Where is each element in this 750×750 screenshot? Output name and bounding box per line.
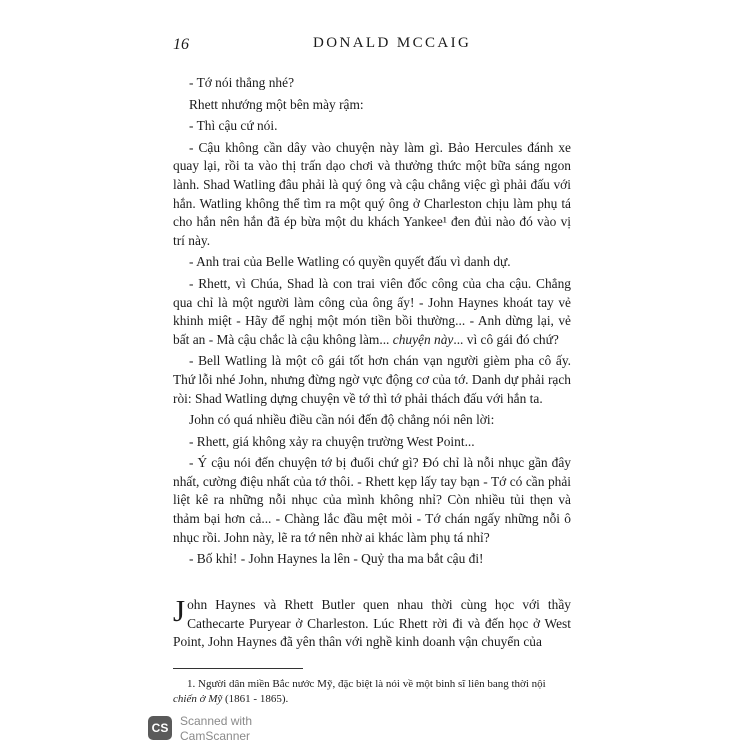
- drop-cap: J: [173, 593, 186, 628]
- paragraph: John có quá nhiều điều cần nói đến độ chẳng nói nên lời:: [189, 412, 495, 428]
- footnote: [173, 677, 571, 707]
- paragraph: - Rhett, giá không xảy ra chuyện trường West Point...: [189, 433, 475, 449]
- running-header-author: DONALD MCCAIG: [313, 35, 472, 51]
- paragraph: - Ý cậu nói đến chuyện tớ bị đuổi chứ gì? Đó chỉ là nỗi nhục gần đây nhất, cường điệu nhất của tớ thôi. - Rhett kẹp lấy tay bạn - Tớ có cần phải liệt kê ra những nỗi nhục của mình không nhỉ? Còn nhiều tủi thẹn và thảm bại hơn cả... - Chàng lắc đầu mệt mỏi - Tớ chán ngấy những nỗi ô nhục rồi. John này, lẽ ra tớ nên nhờ ai khác làm phụ tá nhỉ?: [173, 455, 571, 545]
- page-number: 16: [173, 36, 189, 53]
- paragraph: - Cậu không cần dây vào chuyện này làm gì. Bảo Hercules đánh xe quay lại, rồi ta vào thị trấn dạo chơi và thưởng thức một bữa sáng ngon lành. Shad Watling đâu phải là quý ông và cậu chẳng việc gì phải đấu với hắn. Watling không thể tìm ra một quý ông ở Charleston chịu làm phụ tá cho hắn nên hắn đã ép bừa một du khách Yankee¹ đen đủi nào đó vào vị trí này.: [173, 139, 571, 248]
- paragraph: - Bell Watling là một cô gái tốt hơn chán vạn người gièm pha cô ấy. Thứ lỗi nhé John, nhưng đừng ngờ vực động cơ của tớ. Danh dự phải rạch ròi: Shad Watling dựng chuyện về tớ thì tớ phải thách đấu với hắn ta.: [173, 353, 571, 406]
- body-text: [173, 74, 571, 569]
- paragraph: - Tớ nói thẳng nhé?: [189, 75, 295, 90]
- footnote-divider: [173, 668, 303, 669]
- paragraph-text: - Rhett, vì Chúa, Shad là con trai viên đốc công của cha cậu. Chẳng qua chỉ là một người làm công của ông ấy! - John Haynes khoát tay vẻ khinh miệt - Hãy để nghị một món tiền bồi thường... - Anh dừng lại, vẻ bất an - Mà cậu chắc là cậu không làm...: [173, 275, 571, 347]
- paragraph: - Anh trai của Belle Watling có quyền quyết đấu vì danh dự.: [189, 254, 511, 270]
- watermark-line: CamScanner: [180, 729, 251, 743]
- camscanner-watermark: [180, 714, 252, 744]
- footnote-text: 1. Người dân miền Bắc nước Mỹ, đặc biệt là nói về một binh sĩ liên bang thời nội: [187, 678, 546, 690]
- camscanner-logo-icon: CS: [148, 716, 172, 740]
- watermark-line: Scanned with: [180, 714, 253, 728]
- footnote-italic: chiến ở Mỹ: [173, 693, 223, 705]
- footnote-tail: (1861 - 1865).: [225, 693, 289, 705]
- paragraph: Rhett nhướng một bên mày rậm:: [189, 96, 364, 112]
- paragraph: - Bố khỉ! - John Haynes la lên - Quỷ tha ma bắt cậu đi!: [189, 551, 484, 567]
- paragraph-text: ... vì cô gái đó chứ?: [453, 331, 559, 347]
- italic-phrase: chuyện này: [392, 331, 454, 347]
- paragraph: [173, 275, 571, 349]
- section-text: ohn Haynes và Rhett Butler quen nhau thời cùng học với thầy Cathecarte Puryear ở Charleston. Lúc Rhett rời đi và đến học ở West Point, John Haynes đã yên thân với nghề kinh doanh vận chuyển của: [173, 597, 571, 650]
- paragraph: - Thì cậu cứ nói.: [189, 118, 278, 134]
- new-section-paragraph: [173, 593, 571, 652]
